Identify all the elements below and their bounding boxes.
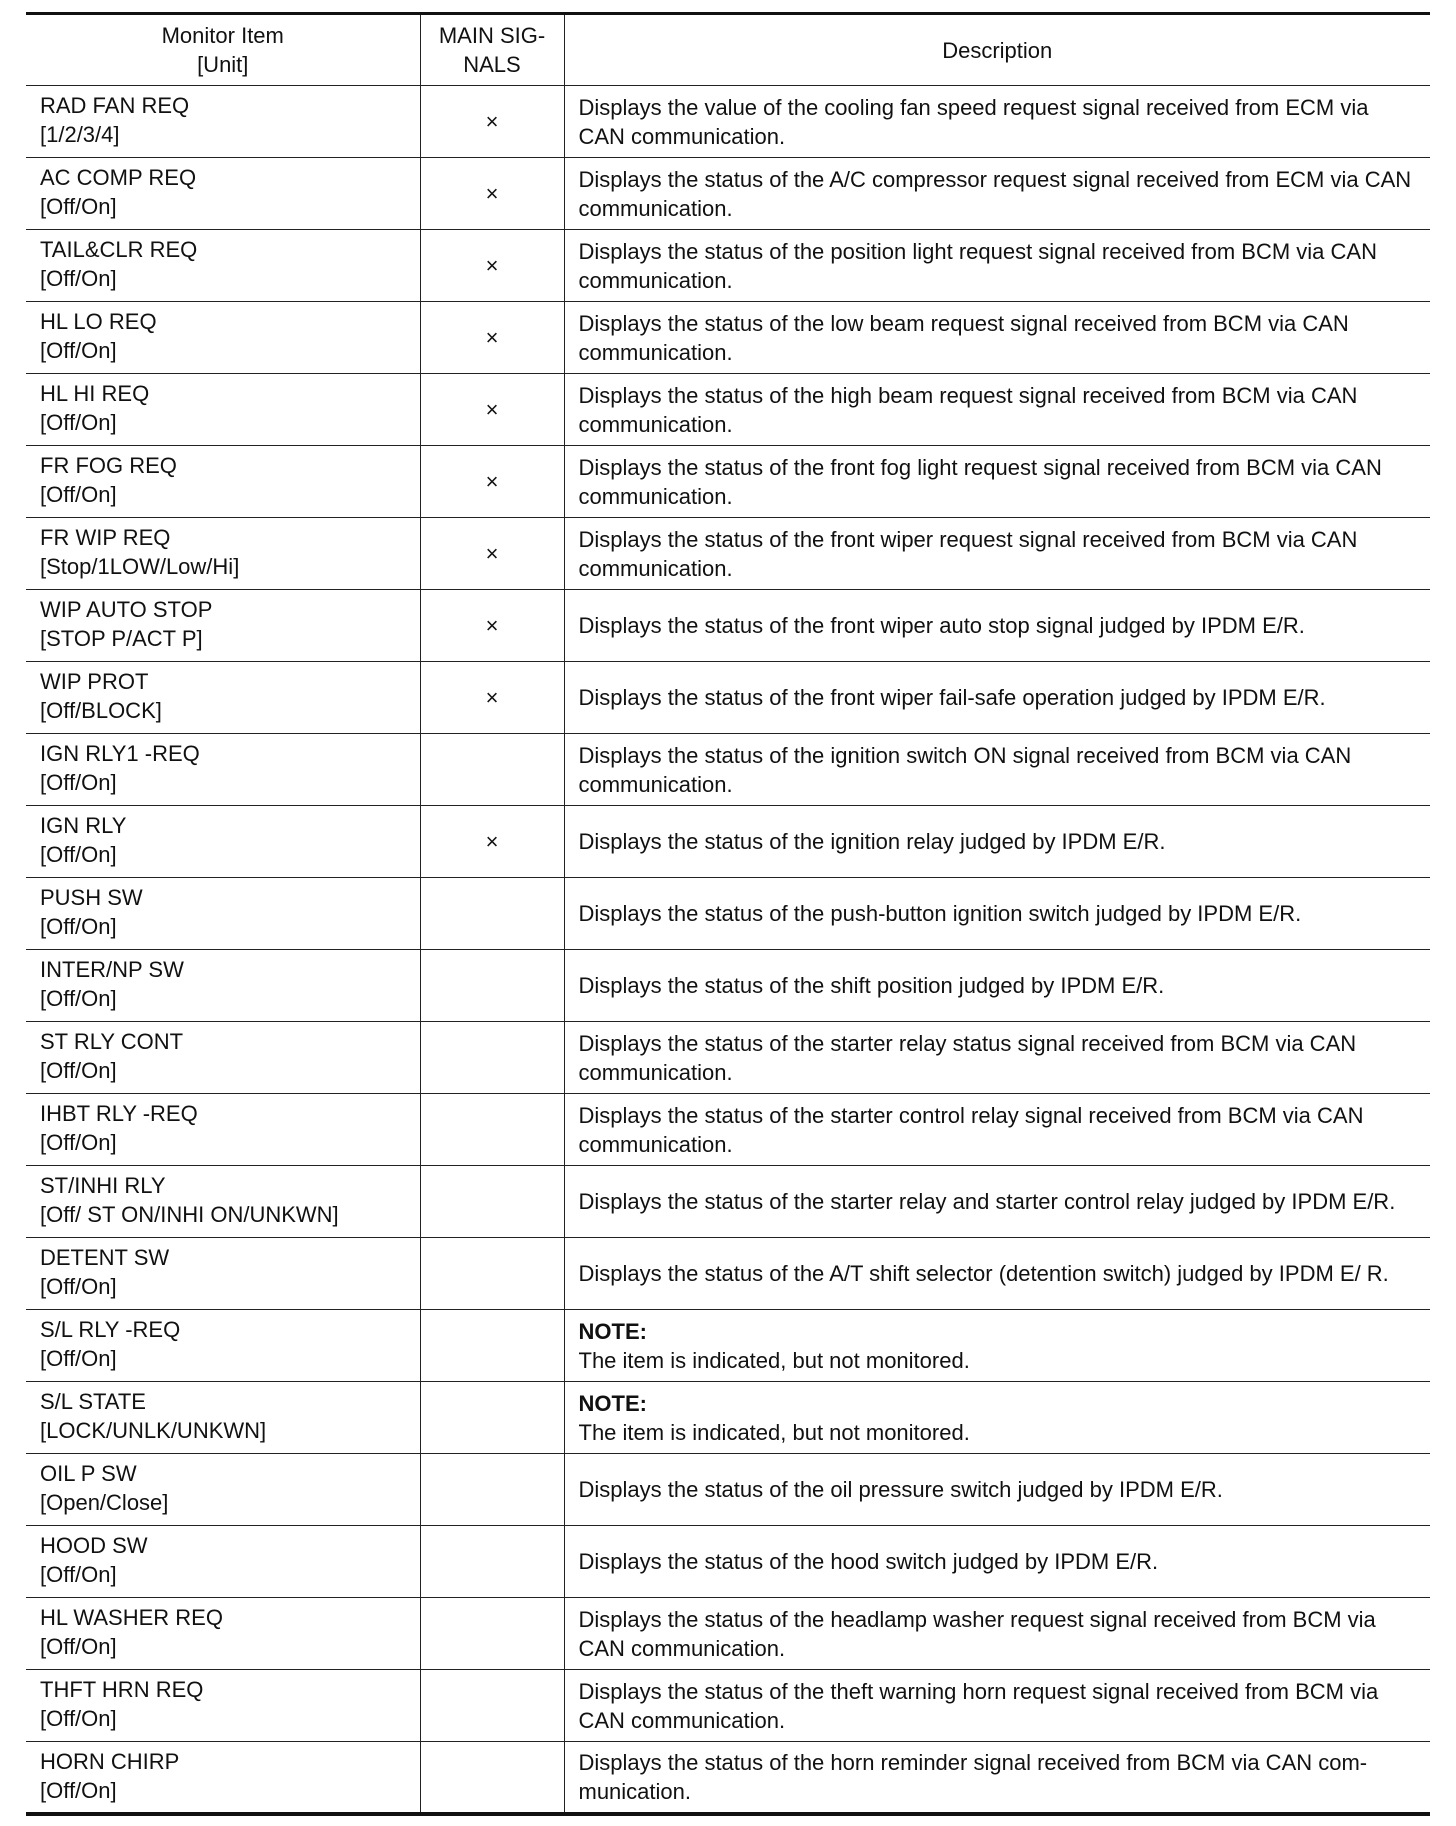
monitor-item-unit: [LOCK/UNLK/UNKWN] xyxy=(40,1418,267,1443)
main-signal-mark xyxy=(420,1310,564,1382)
monitor-item-unit: [Off/ ST ON/INHI ON/UNKWN] xyxy=(40,1202,339,1227)
monitor-item-cell xyxy=(26,1094,420,1166)
main-signal-mark: × xyxy=(420,518,564,590)
table-row xyxy=(26,158,1430,230)
note-label: NOTE: xyxy=(578,1390,647,1416)
main-signal-mark: × xyxy=(420,86,564,158)
header-monitor-item xyxy=(26,14,420,86)
description-text: Displays the status of the oil pressure switch judged by IPDM E/R. xyxy=(578,1477,1223,1502)
table-row xyxy=(26,1022,1430,1094)
description-text: Displays the status of the A/C compressor request signal received from ECM via CAN communication. xyxy=(578,166,1412,221)
table-row xyxy=(26,446,1430,518)
header-main-signals-line1: MAIN SIG- xyxy=(438,23,546,48)
header-main-signals xyxy=(420,14,564,86)
table-row xyxy=(26,1238,1430,1310)
monitor-item-name: IGN RLY xyxy=(40,813,127,838)
description-text: Displays the status of the shift position judged by IPDM E/R. xyxy=(578,973,1165,998)
monitor-item-table xyxy=(26,12,1430,1816)
monitor-item-cell xyxy=(26,374,420,446)
monitor-item-unit: [Off/On] xyxy=(40,770,117,795)
description-cell xyxy=(564,734,1430,806)
monitor-item-unit: [Off/On] xyxy=(40,266,117,291)
table-row xyxy=(26,734,1430,806)
main-signal-mark xyxy=(420,734,564,806)
monitor-item-name: OIL P SW xyxy=(40,1461,137,1486)
description-text: Displays the status of the A/T shift selector (detention switch) judged by IPDM E/ R. xyxy=(578,1261,1389,1286)
main-signal-mark xyxy=(420,1022,564,1094)
monitor-item-unit: [Open/Close] xyxy=(40,1490,169,1515)
monitor-item-name: HL LO REQ xyxy=(40,309,157,334)
description-cell xyxy=(564,1526,1430,1598)
table-row xyxy=(26,1742,1430,1814)
description-cell xyxy=(564,1238,1430,1310)
monitor-item-unit: [Off/On] xyxy=(40,410,117,435)
monitor-item-cell xyxy=(26,806,420,878)
monitor-item-name: HL HI REQ xyxy=(40,381,150,406)
description-cell xyxy=(564,590,1430,662)
monitor-item-cell xyxy=(26,1454,420,1526)
monitor-item-unit: [Off/On] xyxy=(40,842,117,867)
monitor-item-unit: [Off/On] xyxy=(40,914,117,939)
main-signal-mark xyxy=(420,1598,564,1670)
description-cell xyxy=(564,518,1430,590)
monitor-item-name: S/L RLY -REQ xyxy=(40,1317,181,1342)
description-cell xyxy=(564,878,1430,950)
monitor-item-name: IGN RLY1 -REQ xyxy=(40,741,200,766)
table-row xyxy=(26,590,1430,662)
description-text: Displays the status of the starter relay status signal received from BCM via CAN communication. xyxy=(578,1030,1357,1085)
description-cell xyxy=(564,1166,1430,1238)
header-monitor-item-line2: [Unit] xyxy=(197,52,249,77)
description-cell xyxy=(564,86,1430,158)
monitor-item-cell xyxy=(26,734,420,806)
description-text: Displays the status of the starter control relay signal received from BCM via CAN communication. xyxy=(578,1102,1364,1157)
main-signal-mark: × xyxy=(420,302,564,374)
monitor-item-name: PUSH SW xyxy=(40,885,143,910)
description-cell xyxy=(564,1598,1430,1670)
monitor-item-unit: [Off/On] xyxy=(40,1634,117,1659)
description-cell xyxy=(564,1670,1430,1742)
description-text: The item is indicated, but not monitored. xyxy=(578,1347,970,1373)
table-row xyxy=(26,230,1430,302)
main-signal-mark xyxy=(420,950,564,1022)
header-monitor-item-line1: Monitor Item xyxy=(161,23,284,48)
description-cell xyxy=(564,806,1430,878)
table-body xyxy=(26,86,1430,1814)
table-row xyxy=(26,1526,1430,1598)
monitor-item-cell xyxy=(26,1382,420,1454)
header-description: Description xyxy=(564,14,1430,86)
main-signal-mark xyxy=(420,878,564,950)
main-signal-mark xyxy=(420,1742,564,1814)
monitor-item-name: HORN CHIRP xyxy=(40,1749,180,1774)
monitor-item-cell xyxy=(26,1670,420,1742)
monitor-item-name: FR WIP REQ xyxy=(40,525,171,550)
main-signal-mark xyxy=(420,1166,564,1238)
table-row xyxy=(26,1598,1430,1670)
description-text: Displays the status of the push-button ignition switch judged by IPDM E/R. xyxy=(578,901,1302,926)
main-signal-mark: × xyxy=(420,806,564,878)
description-text: Displays the status of the low beam request signal received from BCM via CAN communication. xyxy=(578,310,1349,365)
monitor-item-cell xyxy=(26,1742,420,1814)
monitor-item-cell xyxy=(26,1022,420,1094)
monitor-item-name: WIP PROT xyxy=(40,669,149,694)
table-row xyxy=(26,950,1430,1022)
note-label: NOTE: xyxy=(578,1318,647,1344)
monitor-item-name: ST/INHI RLY xyxy=(40,1173,166,1198)
monitor-item-unit: [Off/On] xyxy=(40,1274,117,1299)
description-text: Displays the status of the hood switch judged by IPDM E/R. xyxy=(578,1549,1159,1574)
monitor-item-unit: [Off/On] xyxy=(40,338,117,363)
description-text: Displays the status of the starter relay and starter control relay judged by IPDM E/R. xyxy=(578,1189,1396,1214)
monitor-item-cell xyxy=(26,1598,420,1670)
table-row xyxy=(26,806,1430,878)
monitor-item-cell xyxy=(26,302,420,374)
table-row xyxy=(26,1310,1430,1382)
main-signal-mark xyxy=(420,1526,564,1598)
monitor-item-cell xyxy=(26,662,420,734)
monitor-item-cell xyxy=(26,878,420,950)
description-text: Displays the status of the headlamp washer request signal received from BCM via CAN communication. xyxy=(578,1606,1376,1661)
table-row xyxy=(26,1094,1430,1166)
monitor-item-name: S/L STATE xyxy=(40,1389,146,1414)
main-signal-mark xyxy=(420,1670,564,1742)
description-text: The item is indicated, but not monitored. xyxy=(578,1419,970,1445)
table-row xyxy=(26,1454,1430,1526)
table-row xyxy=(26,518,1430,590)
monitor-item-unit: [Off/On] xyxy=(40,986,117,1011)
description-cell xyxy=(564,158,1430,230)
monitor-item-name: IHBT RLY -REQ xyxy=(40,1101,198,1126)
description-text: Displays the status of the front wiper request signal received from BCM via CAN communication. xyxy=(578,526,1358,581)
monitor-item-cell xyxy=(26,86,420,158)
description-cell xyxy=(564,950,1430,1022)
description-cell xyxy=(564,1094,1430,1166)
header-row xyxy=(26,14,1430,86)
monitor-item-name: HOOD SW xyxy=(40,1533,148,1558)
monitor-item-unit: [Off/On] xyxy=(40,1346,117,1371)
monitor-item-cell xyxy=(26,158,420,230)
monitor-item-cell xyxy=(26,230,420,302)
table-row xyxy=(26,1166,1430,1238)
monitor-item-cell xyxy=(26,518,420,590)
monitor-item-cell xyxy=(26,950,420,1022)
main-signal-mark: × xyxy=(420,230,564,302)
main-signal-mark: × xyxy=(420,374,564,446)
monitor-item-cell xyxy=(26,446,420,518)
monitor-item-name: HL WASHER REQ xyxy=(40,1605,223,1630)
description-text: Displays the value of the cooling fan speed request signal received from ECM via CAN communication. xyxy=(578,94,1369,149)
description-text: Displays the status of the ignition relay judged by IPDM E/R. xyxy=(578,829,1166,854)
table-row xyxy=(26,86,1430,158)
description-text: Displays the status of the high beam request signal received from BCM via CAN communication. xyxy=(578,382,1358,437)
table-row xyxy=(26,1670,1430,1742)
table-header xyxy=(26,14,1430,86)
monitor-item-cell xyxy=(26,590,420,662)
description-cell xyxy=(564,1742,1430,1814)
main-signal-mark: × xyxy=(420,158,564,230)
main-signal-mark xyxy=(420,1094,564,1166)
main-signal-mark: × xyxy=(420,446,564,518)
description-text: Displays the status of the ignition switch ON signal received from BCM via CAN communication. xyxy=(578,742,1352,797)
monitor-item-cell xyxy=(26,1310,420,1382)
monitor-item-name: THFT HRN REQ xyxy=(40,1677,204,1702)
description-text: Displays the status of the front wiper auto stop signal judged by IPDM E/R. xyxy=(578,613,1305,638)
main-signal-mark xyxy=(420,1454,564,1526)
monitor-item-name: DETENT SW xyxy=(40,1245,170,1270)
monitor-item-name: INTER/NP SW xyxy=(40,957,184,982)
monitor-item-name: AC COMP REQ xyxy=(40,165,197,190)
monitor-item-unit: [Off/On] xyxy=(40,194,117,219)
description-cell xyxy=(564,374,1430,446)
table-row xyxy=(26,878,1430,950)
header-main-signals-line2: NALS xyxy=(463,52,521,77)
monitor-item-unit: [Off/On] xyxy=(40,1130,117,1155)
table-row xyxy=(26,374,1430,446)
description-cell xyxy=(564,446,1430,518)
description-cell xyxy=(564,1022,1430,1094)
monitor-item-unit: [Stop/1LOW/Low/Hi] xyxy=(40,554,240,579)
main-signal-mark: × xyxy=(420,662,564,734)
table-row xyxy=(26,662,1430,734)
description-text: Displays the status of the front fog light request signal received from BCM via CAN communication. xyxy=(578,454,1382,509)
description-cell xyxy=(564,230,1430,302)
monitor-item-name: FR FOG REQ xyxy=(40,453,177,478)
monitor-item-cell xyxy=(26,1166,420,1238)
monitor-item-unit: [Off/On] xyxy=(40,1562,117,1587)
monitor-item-unit: [Off/On] xyxy=(40,1706,117,1731)
description-cell xyxy=(564,1454,1430,1526)
table-row xyxy=(26,1382,1430,1454)
main-signal-mark xyxy=(420,1382,564,1454)
monitor-item-name: RAD FAN REQ xyxy=(40,93,190,118)
table-row xyxy=(26,302,1430,374)
monitor-item-unit: [1/2/3/4] xyxy=(40,122,120,147)
main-signal-mark: × xyxy=(420,590,564,662)
description-text: Displays the status of the front wiper fail-safe operation judged by IPDM E/R. xyxy=(578,685,1326,710)
monitor-item-unit: [Off/On] xyxy=(40,482,117,507)
description-cell xyxy=(564,1310,1430,1382)
description-cell xyxy=(564,302,1430,374)
monitor-item-unit: [Off/On] xyxy=(40,1778,117,1803)
monitor-item-unit: [Off/BLOCK] xyxy=(40,698,162,723)
description-text: Displays the status of the theft warning horn request signal received from BCM via CAN communication. xyxy=(578,1678,1379,1733)
monitor-table-wrapper xyxy=(26,12,1430,1816)
description-cell xyxy=(564,662,1430,734)
monitor-item-name: WIP AUTO STOP xyxy=(40,597,213,622)
monitor-item-name: ST RLY CONT xyxy=(40,1029,184,1054)
description-cell xyxy=(564,1382,1430,1454)
description-text: Displays the status of the position light request signal received from BCM via CAN communication. xyxy=(578,238,1377,293)
monitor-item-cell xyxy=(26,1238,420,1310)
monitor-item-unit: [STOP P/ACT P] xyxy=(40,626,203,651)
main-signal-mark xyxy=(420,1238,564,1310)
monitor-item-unit: [Off/On] xyxy=(40,1058,117,1083)
description-text: Displays the status of the horn reminder signal received from BCM via CAN com- munication. xyxy=(578,1749,1368,1804)
monitor-item-cell xyxy=(26,1526,420,1598)
monitor-item-name: TAIL&CLR REQ xyxy=(40,237,198,262)
